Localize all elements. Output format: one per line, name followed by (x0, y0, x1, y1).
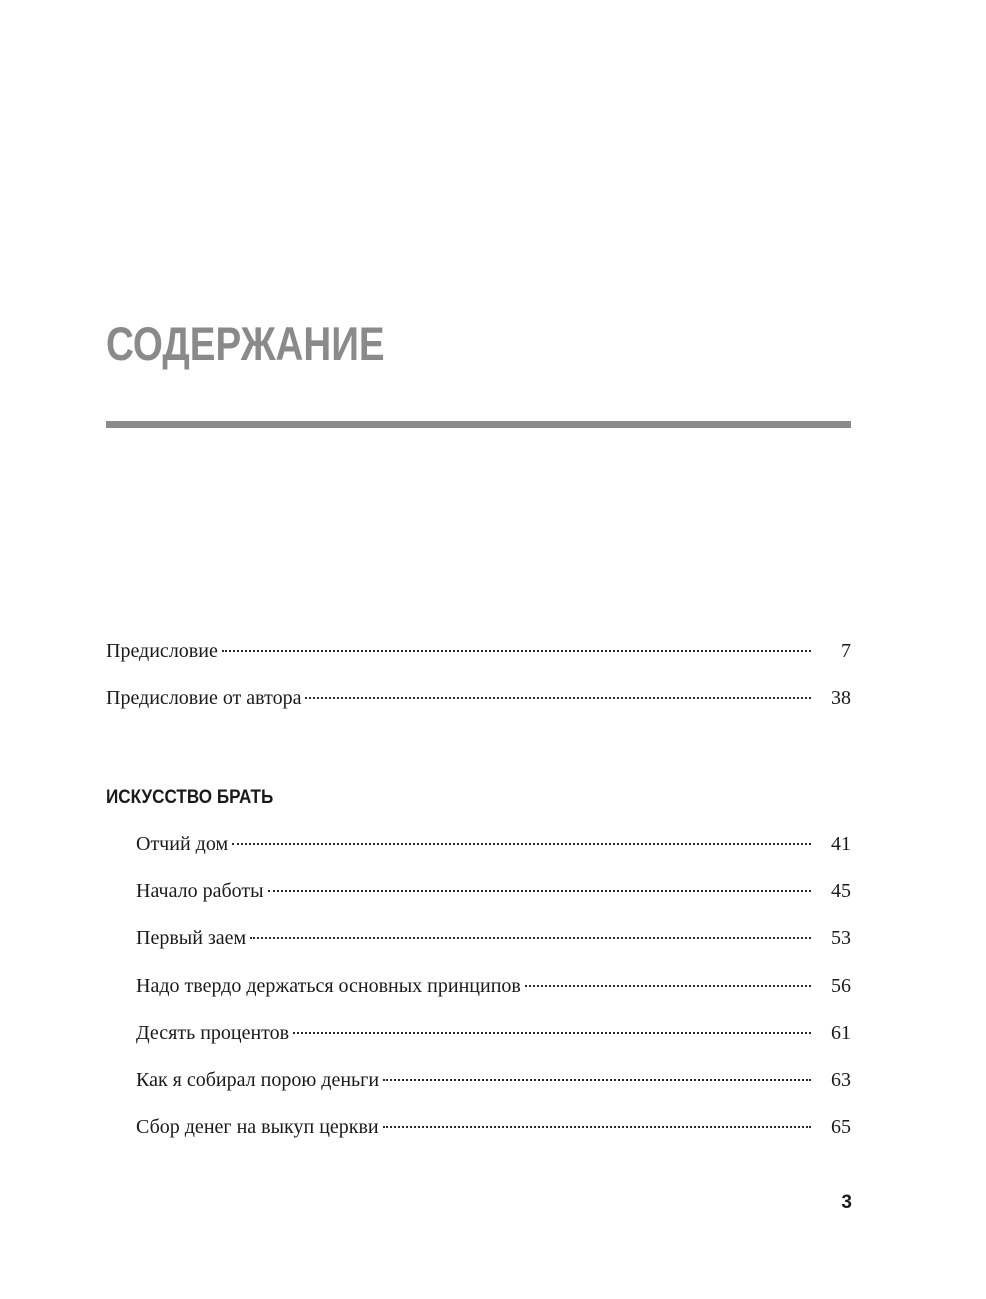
toc-entry-page: 45 (831, 880, 851, 902)
toc-entry-chapter[interactable] (136, 923, 851, 953)
toc-entry-label: Первый заем (136, 927, 247, 949)
toc-entry-label: Начало работы (136, 880, 264, 902)
dot-leader (222, 650, 811, 652)
toc-entry-page: 61 (831, 1022, 851, 1044)
toc-entry-label: Отчий дом (136, 833, 229, 855)
page-title: СОДЕРЖАНИЕ (106, 317, 385, 370)
page-number: 3 (841, 1192, 852, 1213)
toc-entry-chapter[interactable] (136, 971, 851, 1001)
dot-leader (305, 697, 811, 699)
dot-leader (525, 985, 811, 987)
toc-entry-label: Десять процентов (136, 1022, 290, 1044)
toc-entry-chapter[interactable] (136, 829, 851, 859)
toc-entry-chapter[interactable] (136, 1065, 851, 1095)
toc-entry-label: Надо твердо держаться основных принципов (136, 975, 521, 997)
toc-entry-label: Предисловие от автора (106, 687, 302, 709)
toc-entry-foreword[interactable] (106, 636, 851, 666)
section-heading: ИСКУССТВО БРАТЬ (106, 787, 274, 808)
toc-entry-chapter[interactable] (136, 1018, 851, 1048)
toc-entry-chapter[interactable] (136, 876, 851, 906)
toc-entry-page: 56 (831, 975, 851, 997)
dot-leader (232, 843, 811, 845)
dot-leader (383, 1079, 811, 1081)
toc-entry-chapter[interactable] (136, 1112, 851, 1142)
dot-leader (268, 890, 811, 892)
toc-entry-page: 63 (831, 1069, 851, 1091)
toc-entry-label: Как я собирал порою деньги (136, 1069, 380, 1091)
toc-entry-author-foreword[interactable] (106, 683, 851, 713)
toc-entry-label: Предисловие (106, 640, 218, 662)
toc-entry-page: 65 (831, 1116, 851, 1138)
dot-leader (293, 1032, 811, 1034)
dot-leader (383, 1126, 811, 1128)
toc-entry-page: 7 (841, 640, 851, 662)
toc-entry-page: 41 (831, 833, 851, 855)
toc-entry-label: Сбор денег на выкуп церкви (136, 1116, 379, 1138)
toc-entry-page: 38 (831, 687, 851, 709)
dot-leader (250, 937, 811, 939)
toc-entry-page: 53 (831, 927, 851, 949)
